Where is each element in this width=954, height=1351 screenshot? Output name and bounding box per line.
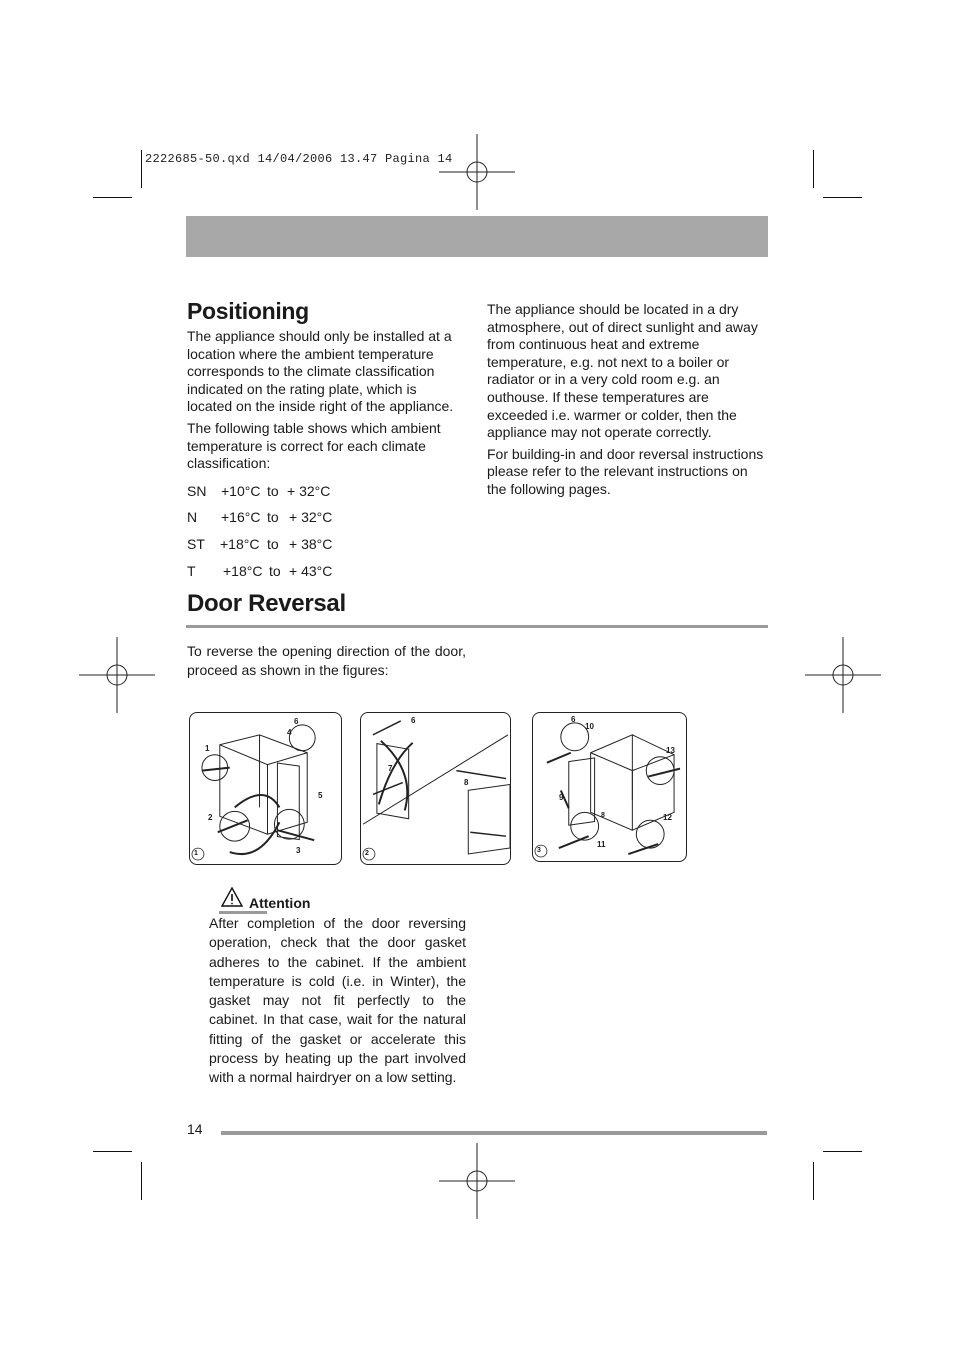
footer-rule: [221, 1131, 767, 1135]
figure-callout: 9: [559, 793, 564, 802]
figure-2: [360, 712, 511, 865]
figure-number: 2: [365, 850, 369, 857]
figure-callout: 2: [208, 813, 213, 822]
door-reversal-intro: To reverse the opening direction of the door, proceed as shown in the figures:: [187, 643, 466, 678]
section-rule: [186, 625, 768, 628]
climate-to-word: to: [267, 509, 279, 525]
positioning-paragraph: The appliance should be located in a dry atmosphere, out of direct sunlight and away from continuous heat and extreme temperature, e.g. not next to a boiler or radiator or in a very cold room e.g. an outhouse. If these temperatures are exceeded i.e. warmer or colder, then the appliance may not operate correctly.: [487, 301, 758, 441]
climate-from: +18°C: [223, 563, 263, 579]
registration-mark-bottom-icon: [439, 1143, 515, 1219]
figure-callout: 6: [571, 715, 576, 724]
figure-callout: 6: [294, 717, 299, 726]
climate-class: SN: [187, 483, 207, 499]
climate-class: N: [187, 509, 198, 525]
climate-class: ST: [187, 536, 205, 552]
figure-callout: 6: [411, 716, 416, 725]
climate-to: + 43°C: [289, 563, 333, 579]
figure-callout: 5: [318, 791, 323, 800]
attention-text: After completion of the door reversing operation, check that the door gasket adheres to the cabinet. If the ambient temperature is cold (i.e. in Winter), the gasket may not fit perfectly to the cabinet. In that case, wait for the natural fitting of the gasket or accelerate this process by heating up the part involved with a normal hairdryer on a low setting.: [209, 915, 466, 1086]
figure-callout: 13: [666, 746, 675, 755]
figure-callout: 3: [296, 846, 301, 855]
registration-mark-right-icon: [805, 637, 881, 713]
climate-from: +16°C: [221, 509, 261, 525]
positioning-heading: Positioning: [187, 298, 309, 324]
climate-class: T: [187, 563, 196, 579]
climate-to-word: to: [267, 483, 279, 499]
positioning-left-text: [187, 328, 455, 477]
climate-from: +10°C: [221, 483, 261, 499]
registration-mark-top-icon: [439, 134, 515, 210]
figure-callout: 11: [597, 840, 606, 849]
figure-callout: 8: [464, 778, 469, 787]
climate-to: + 38°C: [289, 536, 333, 552]
positioning-paragraph: The following table shows which ambient temperature is correct for each climate classification:: [187, 419, 441, 472]
print-slug: 2222685-50.qxd 14/04/2006 13.47 Pagina 14: [145, 152, 453, 166]
figure-number: 1: [194, 850, 198, 857]
climate-to: + 32°C: [289, 509, 333, 525]
figure-callout: 4: [287, 728, 292, 737]
door-reversal-heading: Door Reversal: [187, 590, 346, 617]
warning-triangle-icon: [221, 887, 243, 907]
climate-row: [187, 483, 330, 499]
page-number: 14: [187, 1121, 203, 1137]
header-band: [186, 216, 768, 257]
climate-from: +18°C: [220, 536, 260, 552]
figure-callout: 7: [388, 764, 393, 773]
positioning-paragraph: The appliance should only be installed at a location where the ambient temperature corresponds to the climate classification indicated on the rating plate, which is located on the inside right of the appliance.: [187, 328, 454, 415]
figure-callout: 12: [663, 813, 672, 822]
positioning-right-text: [487, 301, 769, 503]
figure-3: [532, 712, 687, 862]
figure-1: [189, 712, 342, 865]
registration-mark-left-icon: [79, 637, 155, 713]
climate-to: + 32°C: [287, 483, 331, 499]
climate-row: [187, 509, 332, 525]
climate-to-word: to: [269, 563, 281, 579]
figure-callout: 1: [205, 744, 210, 753]
figure-number: 3: [537, 847, 541, 854]
climate-to-word: to: [267, 536, 279, 552]
figure-callout: 10: [585, 722, 594, 731]
climate-row: [187, 563, 332, 579]
attention-label: Attention: [249, 895, 311, 911]
figure-callout: 8: [601, 812, 605, 819]
climate-row: [187, 536, 332, 552]
positioning-paragraph: For building-in and door reversal instructions please refer to the relevant instructions on the following pages.: [487, 445, 764, 497]
